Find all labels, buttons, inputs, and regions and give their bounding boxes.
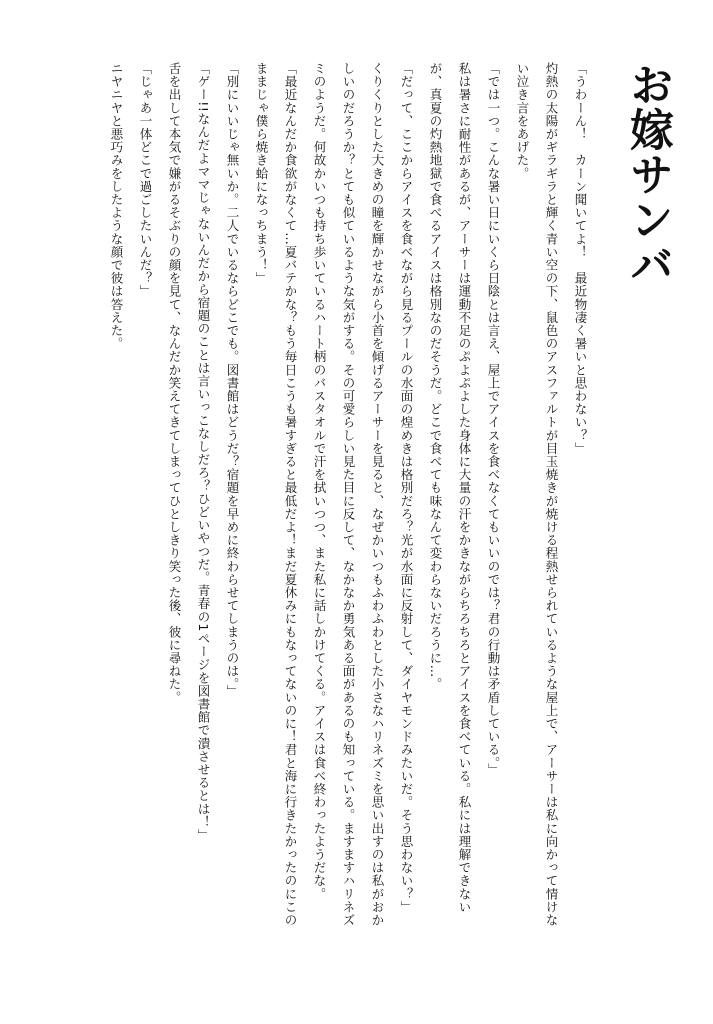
text-line: 「別にいいじゃ無いか。二人でいるならどこでも。図書館はどうだ？宿題を早めに終わらせてしまうのは。」 (225, 62, 240, 698)
story-body (102, 62, 595, 962)
text-line: が、真夏の灼熱地獄で食べるアイスは格別なのだそうだ。どこで食べても味なんて変わらないだろうに…。 (428, 62, 443, 691)
text-line: 私は暑さに耐性があるが、アーサーは運動不足のぷよぷよした身体に大量の汗をかきながらちろちろとアイスを食べている。私には理解できない (457, 62, 472, 914)
text-line: 「最近なんだか食欲がなくて…夏バテかな？もう毎日こうも暑すぎると最低だよ！まだ夏休みにもなってないのに！君と海に行きたかったのにこの (283, 62, 298, 927)
text-line: ニヤニヤと悪巧みをしたような顔で彼は答えた。 (109, 62, 124, 351)
text-line: 灼熱の太陽がギラギラと輝く青い空の下、鼠色のアスファルトが目玉焼きが焼ける程熱せられているような屋上で、アーサーは私に向かって情けな (544, 62, 559, 927)
text-line: 「じゃあ一体どこで過ごしたいんだ？」 (138, 62, 153, 298)
text-line: 「では一つ。こんな暑い日にいくら日陰とは言え、屋上でアイスを食べなくてもいいのでは？君の行動は矛盾している。」 (486, 62, 501, 777)
page-title: お嫁サンバ (622, 62, 673, 287)
text-line: 舌を出して本気で嫌がるそぶりの顔を見て、なんだか笑えてきてしまってひとしきり笑った後、彼に尋ねた。 (167, 62, 182, 704)
text-line: 「うわーん！ カーン聞いてよ！ 最近物凄く暑いと思わない？」 (573, 62, 588, 455)
text-line: しいのだろうか？とても似ているような気がする。その可愛らしい見た目に反して、なかなか勇気ある面があるのも知っている。ますますハリネズ (341, 62, 356, 927)
text-line: 「だって、ここからアイスを食べながら見るプールの水面の煌めきは格別だろ？光が水面に反射して、ダイヤモンドみたいだ。そう思わない？」 (399, 62, 414, 914)
text-line: くりくりとした大きめの瞳を輝かせながら小首を傾げるアーサーを見ると、なぜかいつもふわふわとした小さなハリネズミを思い出すのは私がおか (370, 62, 385, 927)
text-line: ミのようだ。何故かいつも持ち歩いているハート柄のバスタオルで汗を拭いつつ、また私に話しかけてくる。アイスは食べ終わったようだな。 (312, 62, 327, 901)
text-line: ままじゃ僕ら焼き蛤になっちまう！」 (254, 62, 269, 285)
text-line: 「ゲー!!なんだよママじゃないんだから宿題のことは言いっこなしだろ？ひどいやつだ。青春の1ページを図書館で潰させるとは！」 (196, 62, 211, 842)
text-line: い泣き言をあげた。 (515, 62, 530, 180)
